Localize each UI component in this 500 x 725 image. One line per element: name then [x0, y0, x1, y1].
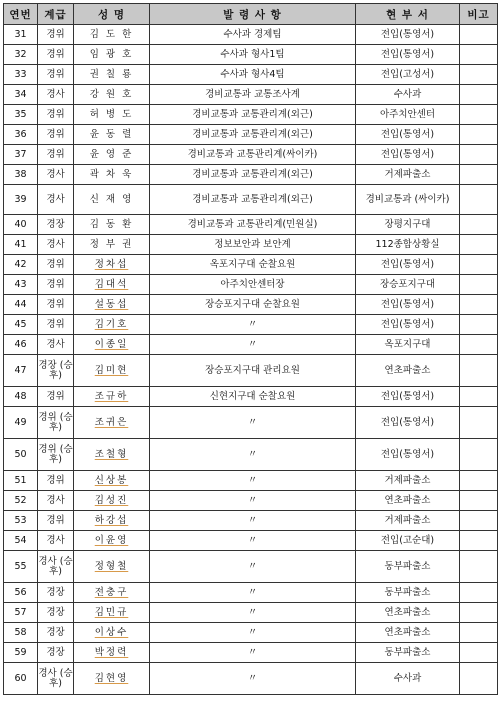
row-note: [460, 275, 498, 295]
row-rank: 경사: [38, 165, 74, 185]
row-order: 〃: [150, 603, 356, 623]
row-name: 신상봉: [74, 471, 150, 491]
row-current-dept: 전입(통영서): [356, 315, 460, 335]
row-number: 44: [4, 295, 38, 315]
row-number: 45: [4, 315, 38, 335]
row-number: 55: [4, 551, 38, 583]
row-rank: 경위: [38, 387, 74, 407]
row-name: 정 부 권: [74, 235, 150, 255]
row-number: 35: [4, 105, 38, 125]
row-rank: 경사: [38, 235, 74, 255]
row-order: 〃: [150, 439, 356, 471]
table-body: [4, 25, 498, 695]
row-name: 하강섭: [74, 511, 150, 531]
row-name: 김 도 한: [74, 25, 150, 45]
table-row: [4, 315, 498, 335]
row-number: 40: [4, 215, 38, 235]
row-order: 수사과 경제팀: [150, 25, 356, 45]
table-row: [4, 491, 498, 511]
row-rank: 경사: [38, 491, 74, 511]
row-number: 60: [4, 663, 38, 695]
row-rank: 경장: [38, 623, 74, 643]
row-order: 〃: [150, 531, 356, 551]
row-current-dept: 112종합상황실: [356, 235, 460, 255]
row-note: [460, 25, 498, 45]
row-number: 38: [4, 165, 38, 185]
row-note: [460, 583, 498, 603]
table-row: [4, 387, 498, 407]
row-order: 아주치안센터장: [150, 275, 356, 295]
row-order: 수사과 형사4팀: [150, 65, 356, 85]
row-note: [460, 387, 498, 407]
row-rank: 경위: [38, 511, 74, 531]
row-rank: 경장: [38, 215, 74, 235]
row-note: [460, 623, 498, 643]
row-note: [460, 471, 498, 491]
row-order: 신현지구대 순찰요원: [150, 387, 356, 407]
row-current-dept: 연초파출소: [356, 355, 460, 387]
row-note: [460, 45, 498, 65]
table-row: [4, 235, 498, 255]
row-note: [460, 215, 498, 235]
row-order: 경비교통과 교통관리계(외근): [150, 125, 356, 145]
row-note: [460, 603, 498, 623]
header-name: 성 명: [74, 4, 150, 25]
row-number: 47: [4, 355, 38, 387]
row-current-dept: 전입(통영서): [356, 407, 460, 439]
row-note: [460, 663, 498, 695]
row-note: [460, 439, 498, 471]
table-row: [4, 335, 498, 355]
row-name: 곽 차 욱: [74, 165, 150, 185]
row-order: 〃: [150, 407, 356, 439]
row-rank: 경사: [38, 335, 74, 355]
row-name: 김현영: [74, 663, 150, 695]
row-rank: 경사: [38, 85, 74, 105]
table-row: [4, 25, 498, 45]
row-order: 장승포지구대 순찰요원: [150, 295, 356, 315]
table-row: [4, 511, 498, 531]
row-note: [460, 65, 498, 85]
row-note: [460, 551, 498, 583]
row-current-dept: 동부파출소: [356, 583, 460, 603]
table-row: [4, 355, 498, 387]
row-order: 〃: [150, 335, 356, 355]
table-row: [4, 145, 498, 165]
row-current-dept: 장승포지구대: [356, 275, 460, 295]
row-rank: 경위: [38, 145, 74, 165]
table-row: [4, 663, 498, 695]
row-current-dept: 경비교통과 (싸이카): [356, 185, 460, 215]
row-rank: 경위: [38, 315, 74, 335]
personnel-table: [3, 3, 498, 695]
row-current-dept: 전입(통영서): [356, 295, 460, 315]
row-rank: 경사 (승후): [38, 663, 74, 695]
table-row: [4, 583, 498, 603]
row-current-dept: 전입(통영서): [356, 125, 460, 145]
header-order: 발 령 사 항: [150, 4, 356, 25]
row-current-dept: 연초파출소: [356, 491, 460, 511]
row-name: 허 병 도: [74, 105, 150, 125]
row-current-dept: 전입(통영서): [356, 387, 460, 407]
row-rank: 경위: [38, 45, 74, 65]
row-number: 50: [4, 439, 38, 471]
table-row: [4, 215, 498, 235]
row-rank: 경위: [38, 125, 74, 145]
row-order: 경비교통과 교통관리계(외근): [150, 165, 356, 185]
row-number: 31: [4, 25, 38, 45]
row-rank: 경위: [38, 295, 74, 315]
row-name: 임 광 호: [74, 45, 150, 65]
row-name: 이종일: [74, 335, 150, 355]
row-note: [460, 85, 498, 105]
row-order: 수사과 형사1팀: [150, 45, 356, 65]
row-name: 신 재 영: [74, 185, 150, 215]
header-row: [4, 4, 498, 25]
row-note: [460, 235, 498, 255]
row-order: 경비교통과 교통관리계(외근): [150, 105, 356, 125]
row-note: [460, 165, 498, 185]
table-row: [4, 105, 498, 125]
row-name: 박정력: [74, 643, 150, 663]
table-row: [4, 471, 498, 491]
row-note: [460, 255, 498, 275]
row-name: 김성진: [74, 491, 150, 511]
row-current-dept: 전입(고성서): [356, 65, 460, 85]
row-current-dept: 전입(통영서): [356, 145, 460, 165]
row-number: 57: [4, 603, 38, 623]
row-name: 강 원 호: [74, 85, 150, 105]
row-name: 조철형: [74, 439, 150, 471]
row-number: 51: [4, 471, 38, 491]
row-rank: 경위 (승후): [38, 439, 74, 471]
row-current-dept: 거제파출소: [356, 511, 460, 531]
row-current-dept: 전입(고순대): [356, 531, 460, 551]
row-rank: 경장: [38, 643, 74, 663]
row-note: [460, 511, 498, 531]
row-rank: 경위: [38, 65, 74, 85]
row-current-dept: 연초파출소: [356, 623, 460, 643]
row-note: [460, 125, 498, 145]
row-name: 정차섭: [74, 255, 150, 275]
row-note: [460, 643, 498, 663]
row-name: 김기호: [74, 315, 150, 335]
row-order: 〃: [150, 643, 356, 663]
row-number: 49: [4, 407, 38, 439]
row-number: 52: [4, 491, 38, 511]
row-name: 조규하: [74, 387, 150, 407]
header-number: 연번: [4, 4, 38, 25]
row-note: [460, 407, 498, 439]
row-current-dept: 수사과: [356, 85, 460, 105]
row-note: [460, 355, 498, 387]
row-number: 56: [4, 583, 38, 603]
row-order: 〃: [150, 551, 356, 583]
row-current-dept: 전입(통영서): [356, 45, 460, 65]
row-rank: 경장: [38, 583, 74, 603]
row-note: [460, 105, 498, 125]
row-number: 46: [4, 335, 38, 355]
row-name: 윤 영 준: [74, 145, 150, 165]
row-number: 36: [4, 125, 38, 145]
row-current-dept: 거제파출소: [356, 471, 460, 491]
row-current-dept: 수사과: [356, 663, 460, 695]
row-rank: 경장 (승후): [38, 355, 74, 387]
row-number: 33: [4, 65, 38, 85]
table-row: [4, 185, 498, 215]
row-rank: 경사: [38, 531, 74, 551]
table-row: [4, 85, 498, 105]
table-row: [4, 623, 498, 643]
row-name: 김민규: [74, 603, 150, 623]
table-row: [4, 551, 498, 583]
row-note: [460, 295, 498, 315]
row-number: 59: [4, 643, 38, 663]
row-name: 이윤영: [74, 531, 150, 551]
row-order: 장승포지구대 관리요원: [150, 355, 356, 387]
row-rank: 경위: [38, 255, 74, 275]
row-number: 37: [4, 145, 38, 165]
table-row: [4, 407, 498, 439]
table-row: [4, 531, 498, 551]
table-row: [4, 603, 498, 623]
row-current-dept: 전입(통영서): [356, 255, 460, 275]
row-order: 〃: [150, 583, 356, 603]
row-current-dept: 전입(통영서): [356, 25, 460, 45]
table-row: [4, 125, 498, 145]
row-note: [460, 335, 498, 355]
header-current-dept: 현 부 서: [356, 4, 460, 25]
row-current-dept: 아주치안센터: [356, 105, 460, 125]
row-order: 〃: [150, 511, 356, 531]
row-order: 〃: [150, 663, 356, 695]
row-rank: 경사 (승후): [38, 551, 74, 583]
row-name: 이상수: [74, 623, 150, 643]
row-note: [460, 491, 498, 511]
row-order: 옥포지구대 순찰요원: [150, 255, 356, 275]
row-name: 권 칠 룡: [74, 65, 150, 85]
row-current-dept: 옥포지구대: [356, 335, 460, 355]
row-number: 48: [4, 387, 38, 407]
row-number: 41: [4, 235, 38, 255]
row-number: 32: [4, 45, 38, 65]
row-current-dept: 연초파출소: [356, 603, 460, 623]
row-order: 〃: [150, 315, 356, 335]
row-number: 58: [4, 623, 38, 643]
row-rank: 경위: [38, 25, 74, 45]
row-note: [460, 531, 498, 551]
row-order: 〃: [150, 623, 356, 643]
row-rank: 경위: [38, 275, 74, 295]
table-row: [4, 45, 498, 65]
row-order: 경비교통과 교통조사계: [150, 85, 356, 105]
table-row: [4, 295, 498, 315]
row-order: 정보보안과 보안계: [150, 235, 356, 255]
row-name: 조귀은: [74, 407, 150, 439]
row-rank: 경위: [38, 105, 74, 125]
header-note: 비고: [460, 4, 498, 25]
row-current-dept: 전입(통영서): [356, 439, 460, 471]
row-current-dept: 동부파출소: [356, 643, 460, 663]
row-name: 전충구: [74, 583, 150, 603]
row-name: 김미현: [74, 355, 150, 387]
table-row: [4, 643, 498, 663]
row-rank: 경위 (승후): [38, 407, 74, 439]
row-name: 윤 동 렬: [74, 125, 150, 145]
table-row: [4, 255, 498, 275]
row-current-dept: 장평지구대: [356, 215, 460, 235]
row-number: 43: [4, 275, 38, 295]
row-rank: 경사: [38, 185, 74, 215]
row-order: 〃: [150, 491, 356, 511]
row-order: 경비교통과 교통관리계(외근): [150, 185, 356, 215]
row-name: 정형철: [74, 551, 150, 583]
row-note: [460, 315, 498, 335]
header-rank: 계급: [38, 4, 74, 25]
table-row: [4, 165, 498, 185]
row-current-dept: 거제파출소: [356, 165, 460, 185]
table-row: [4, 65, 498, 85]
row-number: 39: [4, 185, 38, 215]
row-number: 34: [4, 85, 38, 105]
row-number: 54: [4, 531, 38, 551]
row-name: 김 동 환: [74, 215, 150, 235]
row-rank: 경장: [38, 603, 74, 623]
row-note: [460, 145, 498, 165]
row-name: 김대석: [74, 275, 150, 295]
row-order: 경비교통과 교통관리계(싸이카): [150, 145, 356, 165]
table-row: [4, 439, 498, 471]
row-order: 경비교통과 교통관리계(민원실): [150, 215, 356, 235]
row-name: 설동섭: [74, 295, 150, 315]
row-current-dept: 동부파출소: [356, 551, 460, 583]
row-number: 53: [4, 511, 38, 531]
row-note: [460, 185, 498, 215]
table-row: [4, 275, 498, 295]
row-number: 42: [4, 255, 38, 275]
row-order: 〃: [150, 471, 356, 491]
row-rank: 경위: [38, 471, 74, 491]
